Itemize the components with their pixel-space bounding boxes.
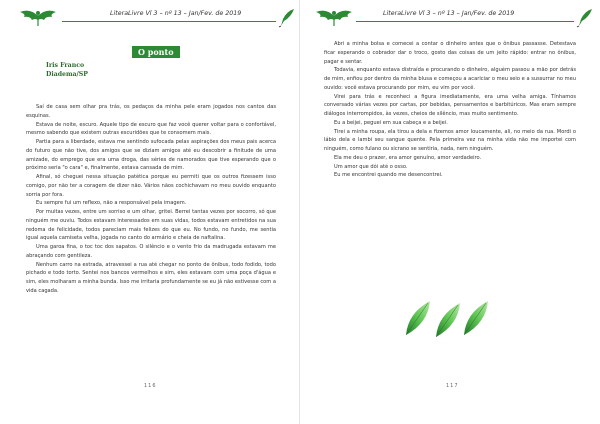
paragraph: Virei para trás e reconheci a figura imediatamente, era uma velha amiga. Tínhamos conversado várias vezes por cartas, por bebidas, pensamentos e barbitúricos. Mas eram sempre diálogos interrompidos, às vezes, cheios de silêncio, mas muito sentimento. [324,93,576,117]
paragraph: Estava de noite, escuro. Aquele tipo de escuro que faz você querer voltar para o confortável, mesmo sabendo que existem outras escuridões que te consomem mais. [26,121,276,137]
paragraph: Afinal, só cheguei nessa situação patética porque eu permiti que os outros fizessem isso comigo, por não ter a coragem de dizer não. Vários nãos cochichavam no meu ouvido enquanto sorria por fora. [26,174,276,198]
quill-pen-icon [278,8,296,28]
winged-emblem-icon [18,8,58,28]
paragraph: Todavia, enquanto estava distraída e procurando o dinheiro, alguém passou a mão por detrás de mim, enfiou por dentro da minha blusa e começou a acariciar o meu seio e a sussurrar no meu ouvido: você estava procurando por mim, eu vim por você. [324,67,576,91]
winged-emblem-icon [314,8,354,28]
paragraph: Tirei a minha roupa, ela tirou a dela e fizemos amor loucamente, ali, no meio da rua. Mordi o lábio dela e lambi seu sangue quente. Pela primeira vez na minha vida não me importei com ninguém, como fulano ou sicrano se sentiria, nada, nem ninguém. [324,128,576,152]
page-header [0,6,300,30]
paragraph: Saí de casa sem olhar pra trás, os pedaços da minha pele eram jogados nos cantos das esquinas. [26,104,276,119]
paragraph: Nenhum carro na estrada, atravessei a rua até chegar no ponto de ônibus, todo fodido, todo pichado e todo torto. Sentei nos bancos vermelhos e sim, eles estavam com uma poça d'água e sim, eles molharam a minha bunda. Isso me irritaria profundamente se eu já não estivesse com a vida cagada. [26,261,276,294]
page-header [300,6,600,30]
header-rule [356,21,574,22]
header-text: LiteraLivre Vl 3 – nº 13 – Jan/Fev. de 2019 [383,10,515,17]
author-place: Diadema/SP [46,71,88,78]
quill-pen-icon [576,8,594,28]
header-text: LiteraLivre Vl 3 – nº 13 – Jan/Fev. de 2019 [110,10,242,17]
author-name: Iris Franco [46,62,85,69]
header-rule [62,21,276,22]
paragraph: Eu a beijei, peguei em sua cabeça e a beijei. [334,119,448,126]
paragraph: Uma garoa fina, o toc toc dos sapatos. O silêncio e o vento frio da madrugada estavam me abraçando com gentileza. [26,244,276,259]
right-page [300,0,600,424]
author-block [46,61,88,79]
story-text [324,40,576,180]
green-feathers-icon [402,297,492,339]
paragraph: Ela me deu o prazer, era amor genuíno, amor verdadeiro. [334,154,482,161]
story-text [26,103,276,296]
paragraph: Por muitas vezes, entre um sorriso e um olhar, gritei. Berrei tantas vezes por socorro, só que ninguém me ouviu. Todos estavam interessados em suas vidas, todos estavam entretidos na sua redoma de felicidade, todos pareciam mais felizes do que eu. No fundo, no fundo, me sentia igual aquela camiseta velha, jogada no canto do armário e cheia de naftalina. [26,209,276,242]
page-number: 117 [446,383,459,389]
page-number: 116 [144,383,157,389]
paragraph: Eu sempre fui um reflexo, não a responsável pela imagem. [36,200,187,207]
paragraph: Abri a minha bolsa e comecei a contar o dinheiro antes que o ônibus passasse. Detestava ficar esperando o cobrador dar o troco, gosto das coisas de um jeito rápido: entrar no ônibus, pagar e sentar. [324,41,576,65]
story-title: O ponto [132,46,180,58]
paragraph: Eu me encontrei quando me desencontrei. [334,172,443,179]
paragraph: Partia para a liberdade, estava me sentindo sufocada pelas aspirações dos meus pais acerca do futuro que não tive, dos amigos que se diziam amigos até eu descobrir a finitude de uma amizade, do emprego que era uma droga, das séries de namorados que tive esperando que o próximo seria "o cara" e, finalmente, estava cansada de mim. [26,139,276,172]
paragraph: Um amor que dói até o osso. [334,163,408,170]
